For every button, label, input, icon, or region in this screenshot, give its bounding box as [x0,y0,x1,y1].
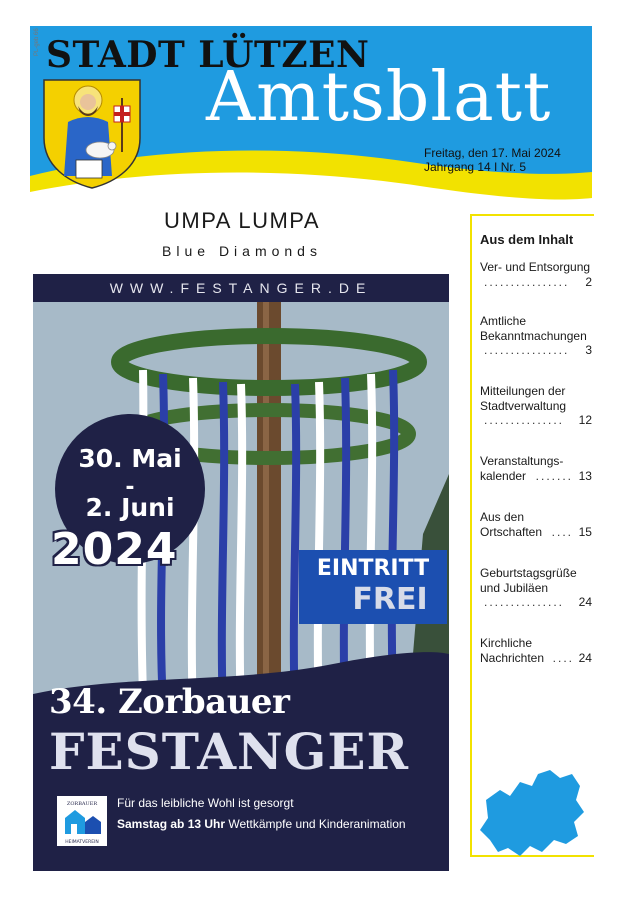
toc-item-page: 24 [578,650,592,665]
issue-info [424,146,561,174]
sidebar-divider [470,214,472,857]
toc-leader: .... [552,650,574,665]
toc-item[interactable] [480,566,592,610]
free-entry-line1: EINTRITT [316,556,430,581]
toc-item-page: 13 [578,468,592,483]
toc-item-label: Veranstaltungs- [480,454,564,468]
heimatverein-logo [57,796,107,846]
municipality-map-icon [476,760,590,860]
toc-item-page: 2 [585,274,592,289]
date-to: 2. Juni [85,493,175,522]
event-website: WWW.FESTANGER.DE [33,274,449,302]
toc-item[interactable] [480,454,592,483]
toc-item-page: 24 [578,595,592,609]
toc-item-label: und Jubiläen [480,580,549,595]
toc-item-label: Nachrichten [480,650,545,665]
masthead [30,26,592,214]
toc-item-label: Mitteilungen der [480,384,566,398]
saturday-activities: Wettkämpfe und Kinderanimation [225,817,406,831]
date-from: 30. Mai [78,444,182,473]
toc-item-label: Ortschaften [480,524,543,539]
date-separator: - [125,475,135,500]
toc-item-label: kalender [480,468,527,483]
logo-top-text: ZORBAUER [66,801,98,807]
toc-item[interactable] [480,260,592,289]
toc-title: Aus dem Inhalt [480,232,574,247]
band-subtitle: Blue Diamonds [162,243,322,259]
toc-leader: ............... [484,595,565,609]
toc-item[interactable] [480,636,592,665]
toc-leader: ................ [484,343,570,357]
event-poster [33,274,449,871]
toc-item-page: 12 [578,413,592,427]
toc-item-label: Stadtverwaltung [480,398,567,413]
event-year: 2024 [51,524,178,575]
toc-item-label: Amtliche [480,314,527,328]
toc-item-page: 3 [585,343,592,357]
toc-item-label: Bekanntmachungen [480,328,587,343]
issue-date: Freitag, den 17. Mai 2024 [424,146,561,160]
toc-item-page: 15 [578,524,592,539]
toc-item[interactable] [480,510,592,539]
sidebar-top-rule [470,214,594,216]
heimatverein-logo-icon [57,796,107,846]
toc-item-label: Geburtstagsgrüße [480,566,577,580]
toc-leader: ................ [484,274,570,289]
event-name: FESTANGER [49,722,410,781]
town-name: STADT LÜTZEN [46,34,370,76]
toc-item-label: Kirchliche [480,636,533,650]
free-entry-line2: FREI [352,582,428,617]
toc-item[interactable] [480,314,592,358]
band-title: UMPA LUMPA [164,208,320,233]
logo-bottom-text: HEIMATVEREIN [65,840,99,845]
catering-note: Für das leibliche Wohl ist gesorgt [117,796,294,810]
toc-item-label: Aus den [480,510,525,524]
side-code: PL-geb 66 [34,28,40,56]
saturday-program [117,817,406,831]
publication-title: Amtsblatt [206,58,552,137]
toc-leader: ............... [484,413,565,427]
toc-item-label: Ver- und Entsorgung [480,260,591,274]
issue-volume: Jahrgang 14 I Nr. 5 [424,160,527,174]
saturday-time: Samstag ab 13 Uhr [117,817,226,831]
toc-leader: ....... [535,468,573,483]
toc-item[interactable] [480,384,592,428]
coat-of-arms-icon [42,78,142,190]
toc-leader: .... [551,524,573,539]
event-edition: 34. Zorbauer [49,682,290,722]
